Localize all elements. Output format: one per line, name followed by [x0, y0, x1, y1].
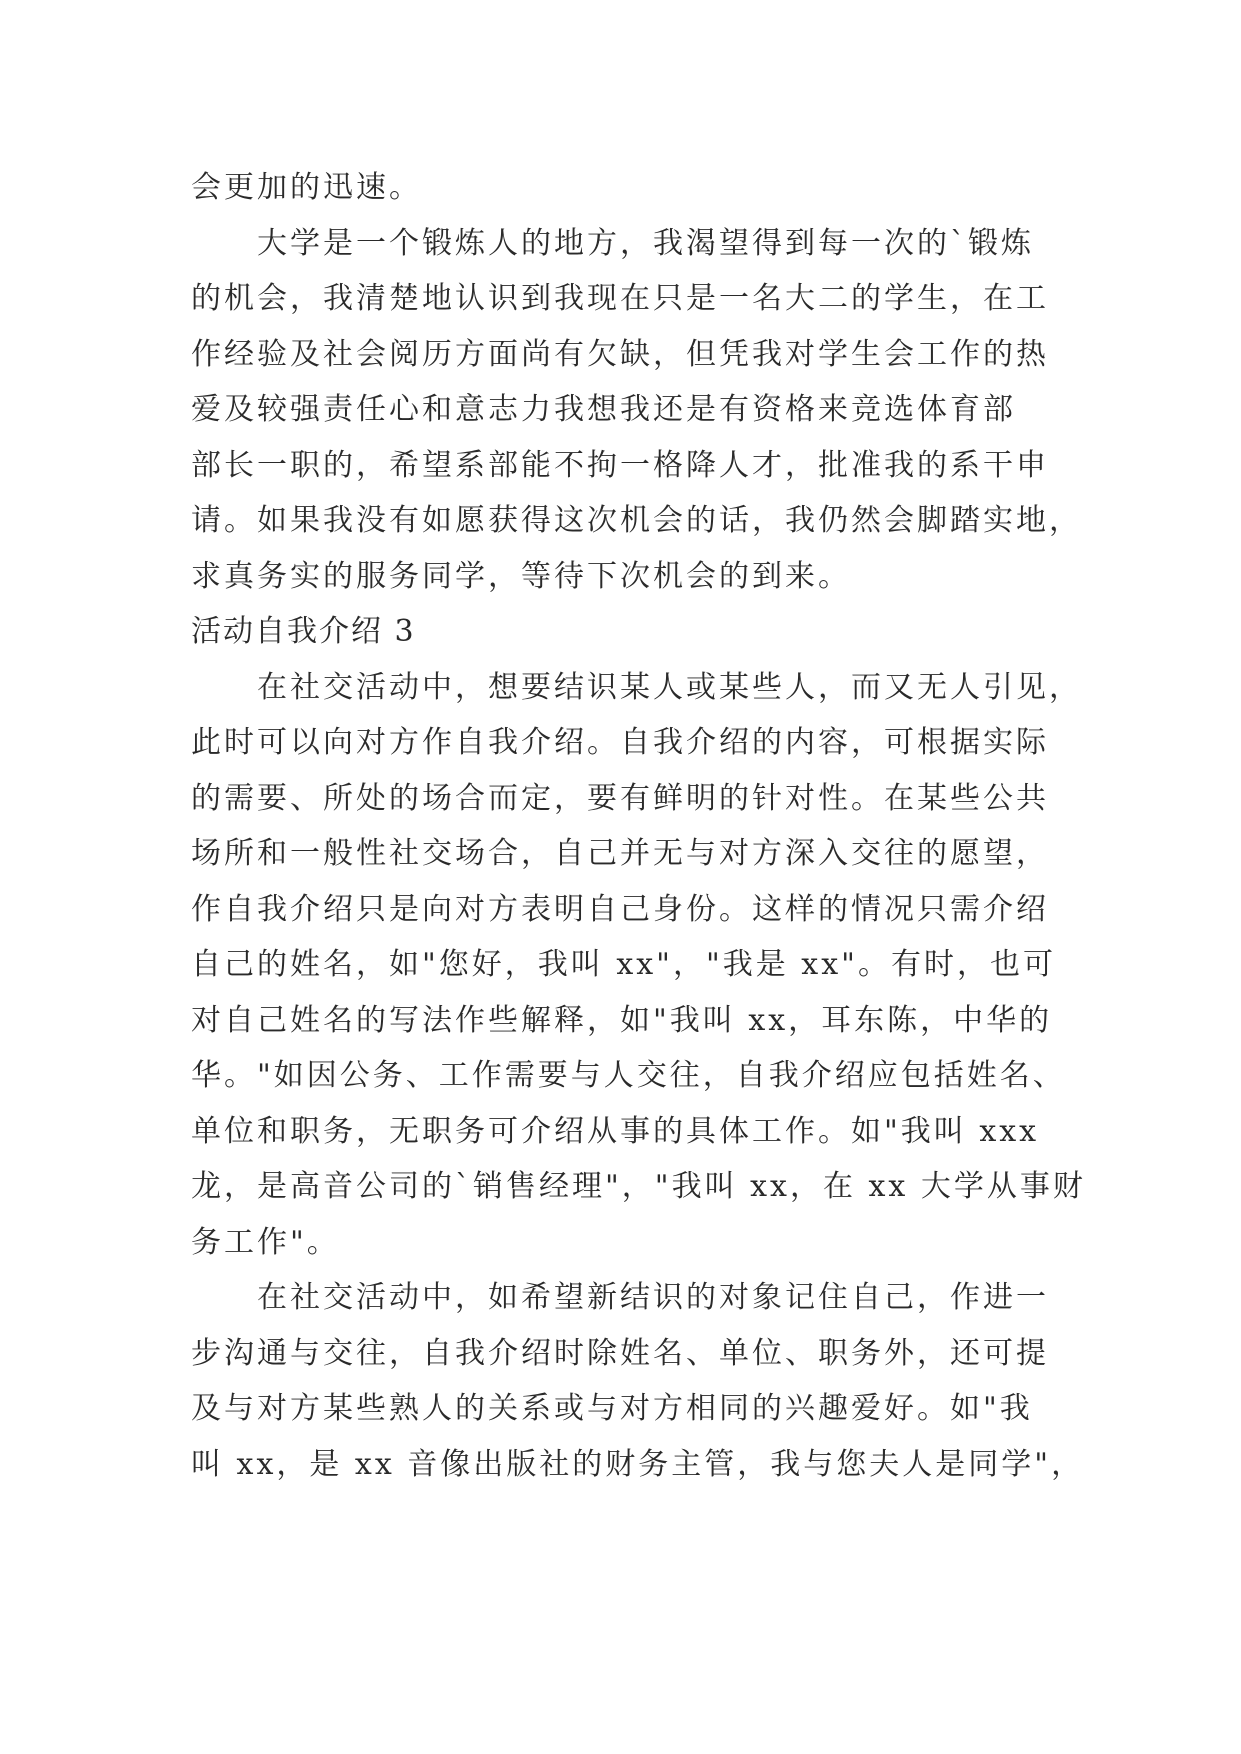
- text-line: 及与对方某些熟人的关系或与对方相同的兴趣爱好。如"我: [191, 1391, 1033, 1426]
- text-line: 的需要、所处的场合而定，要有鲜明的针对性。在某些公共: [191, 780, 1049, 816]
- text-line: 求真务实的服务同学，等待下次机会的到来。: [191, 558, 851, 594]
- body-text: [191, 160, 1091, 1492]
- text-line: 部长一职的，希望系部能不拘一格降人才，批准我的系干申: [191, 447, 1049, 483]
- text-line: 单位和职务，无职务可介绍从事的具体工作。如"我叫 xxx: [191, 1113, 1040, 1149]
- text-line: 对自己姓名的写法作些解释，如"我叫 xx，耳东陈，中华的: [191, 1002, 1053, 1038]
- text-line: 作经验及社会阅历方面尚有欠缺，但凭我对学生会工作的热: [191, 336, 1049, 372]
- text-line: 场所和一般性社交场合，自己并无与对方深入交往的愿望，: [191, 836, 1049, 871]
- paragraph-first-line: 在社交活动中，想要结识某人或某些人，而又无人引见，: [257, 669, 1082, 705]
- text-line: 爱及较强责任心和意志力我想我还是有资格来竞选体育部: [191, 392, 1016, 427]
- text-line: 龙，是高音公司的`销售经理"，"我叫 xx，在 xx 大学从事财: [191, 1169, 1086, 1204]
- text-line: 请。如果我没有如愿获得这次机会的话，我仍然会脚踏实地，: [191, 503, 1082, 538]
- paragraph-first-line: 在社交活动中，如希望新结识的对象记住自己，作进一: [257, 1280, 1049, 1315]
- text-line: 作自我介绍只是向对方表明自己身份。这样的情况只需介绍: [191, 891, 1049, 927]
- text-line: 自己的姓名，如"您好，我叫 xx"，"我是 xx"。有时，也可: [191, 947, 1056, 982]
- text-line: 的机会，我清楚地认识到我现在只是一名大二的学生，在工: [191, 281, 1049, 316]
- text-line: 步沟通与交往，自我介绍时除姓名、单位、职务外，还可提: [191, 1335, 1049, 1371]
- text-line: 华。"如因公务、工作需要与人交往，自我介绍应包括姓名、: [191, 1058, 1066, 1093]
- text-line: 此时可以向对方作自我介绍。自我介绍的内容，可根据实际: [191, 725, 1049, 760]
- text-line: 务工作"。: [191, 1224, 340, 1260]
- text-line: 叫 xx，是 xx 音像出版社的财务主管，我与您夫人是同学"，: [191, 1446, 1085, 1482]
- text-line: 会更加的迅速。: [191, 170, 422, 205]
- section-heading: 活动自我介绍 3: [191, 614, 416, 649]
- paragraph-first-line: 大学是一个锻炼人的地方，我渴望得到每一次的`锻炼: [257, 225, 1034, 261]
